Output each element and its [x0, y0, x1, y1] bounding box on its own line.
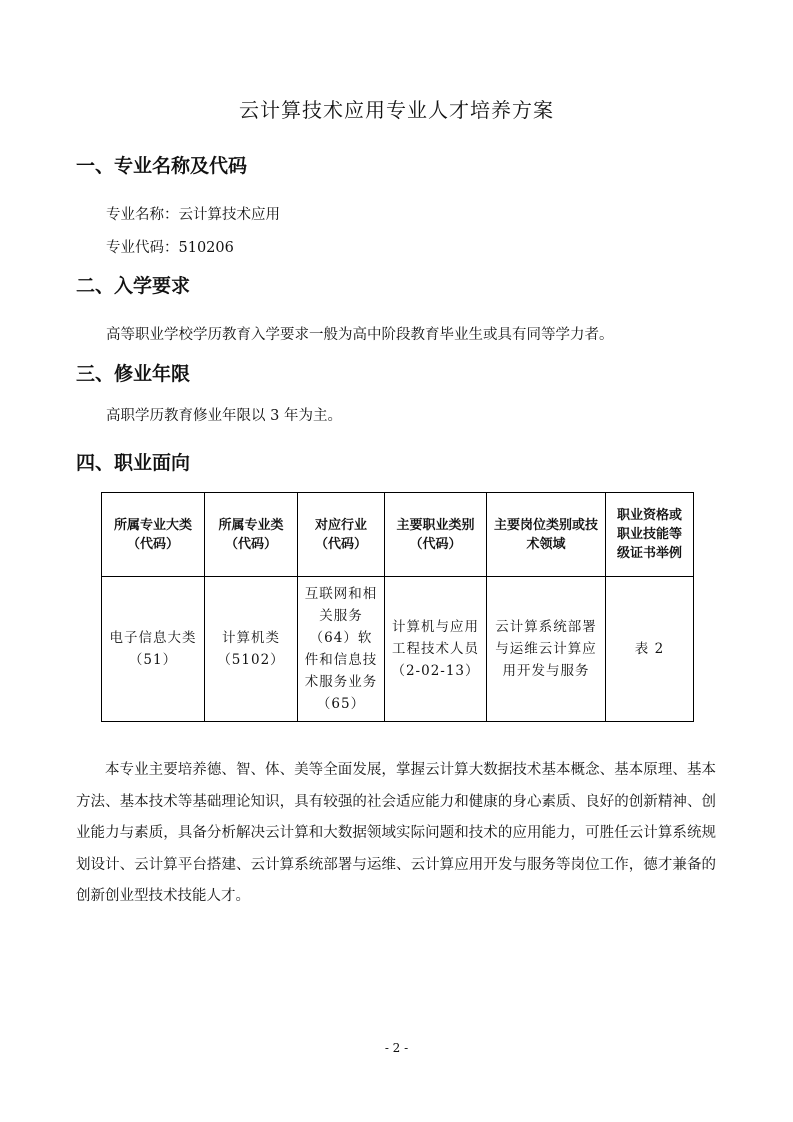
page-title: 云计算技术应用专业人才培养方案 [239, 98, 554, 122]
cell-major-class: 计算机类（5102） [205, 577, 298, 722]
header-major-category: 所属专业大类（代码） [102, 493, 205, 577]
header-positions: 主要岗位类别或技术领域 [487, 493, 606, 577]
cell-occupation: 计算机与应用工程技术人员（2-02-13） [385, 577, 487, 722]
section-heading-admission: 二、入学要求 [76, 275, 191, 297]
major-name-line: 专业名称：云计算技术应用 [106, 207, 280, 223]
cell-positions: 云计算系统部署与运维云计算应用开发与服务 [487, 577, 606, 722]
header-industry: 对应行业（代码） [298, 493, 385, 577]
cell-certificates: 表 2 [606, 577, 694, 722]
career-table [101, 492, 694, 722]
header-major-class: 所属专业类（代码） [205, 493, 298, 577]
career-table-row [102, 577, 694, 722]
training-goal-paragraph: 本专业主要培养德、智、体、美等全面发展，掌握云计算大数据技术基本概念、基本原理、基本方法、基本技术等基础理论知识，具有较强的社会适应能力和健康的身心素质、良好的创新精神、创业能力与素质，具备分析解决云计算和大数据领域实际问题和技术的应用能力，可胜任云计算系统规划设计、云计算平台搭建、云计算系统部署与运维、云计算应用开发与服务等岗位工作，德才兼备的创新创业型技术技能人才。 [76, 762, 716, 904]
section-heading-career: 四、职业面向 [76, 452, 191, 474]
duration-text: 高职学历教育修业年限以 3 年为主。 [106, 408, 342, 424]
career-table-header-row [102, 493, 694, 577]
cell-major-category: 电子信息大类（51） [102, 577, 205, 722]
header-certificates: 职业资格或职业技能等级证书举例 [606, 493, 694, 577]
header-occupation: 主要职业类别（代码） [385, 493, 487, 577]
admission-text: 高等职业学校学历教育入学要求一般为高中阶段教育毕业生或具有同等学力者。 [106, 327, 614, 343]
major-code-line: 专业代码：510206 [106, 240, 234, 256]
cell-industry: 互联网和相关服务（64）软件和信息技术服务业务（65） [298, 577, 385, 722]
page-number: - 2 - [384, 1041, 409, 1055]
section-heading-duration: 三、修业年限 [76, 363, 191, 385]
section-heading-major-name: 一、专业名称及代码 [76, 155, 248, 177]
